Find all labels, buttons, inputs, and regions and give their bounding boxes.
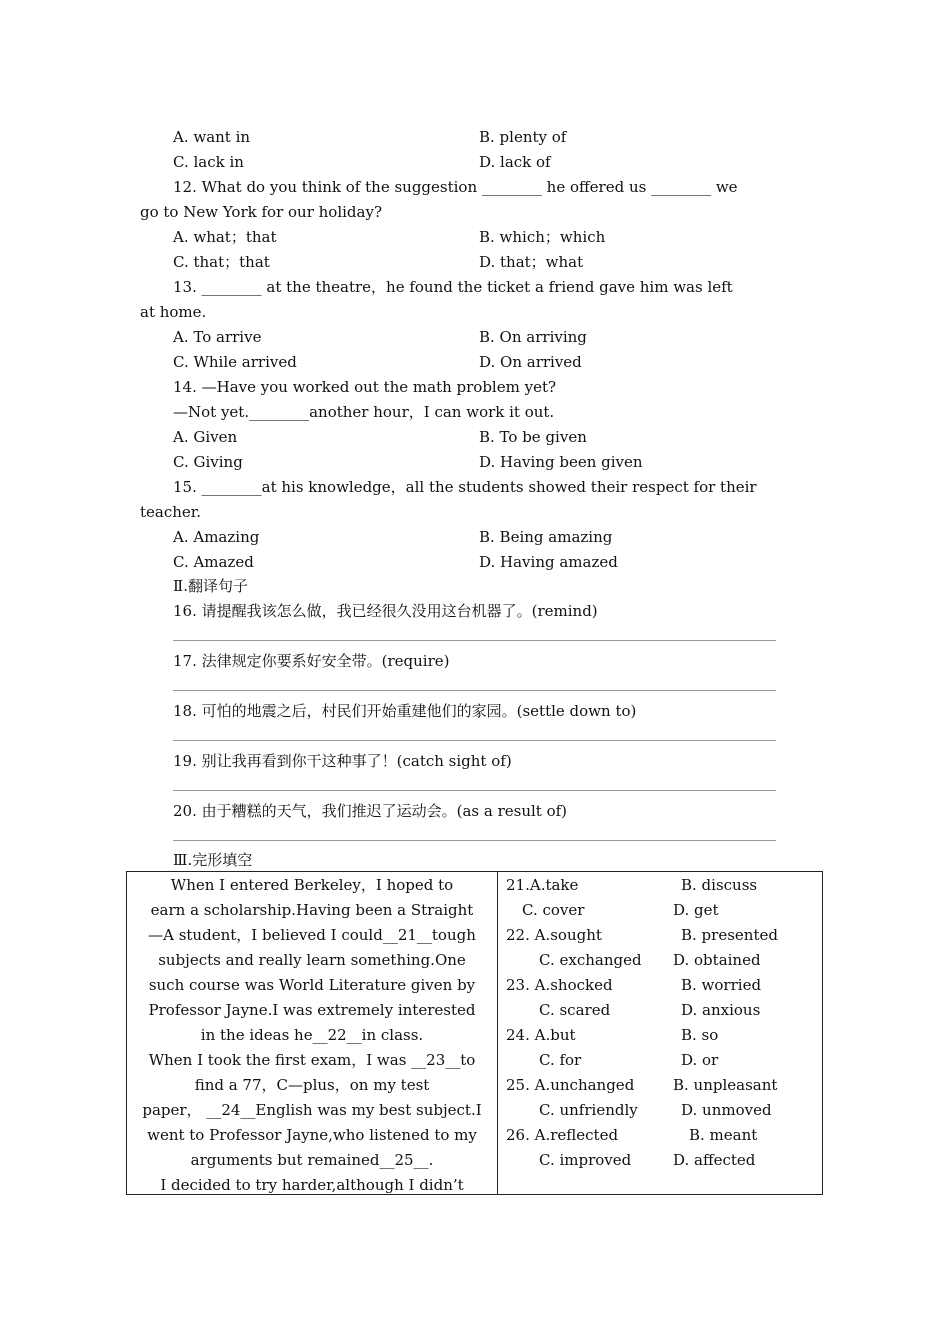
option-15b: B. Being amazing [479,528,613,546]
question-12-text-cont: go to New York for our holiday? [140,203,382,221]
cloze-option-25c: C. unfriendly [539,1101,638,1119]
cloze-option-26d: D. affected [673,1151,756,1169]
option-14b: B. To be given [479,428,587,446]
question-15-text-cont: teacher. [140,503,202,521]
option-14a: A. Given [173,428,238,446]
cloze-option-22d: D. obtained [673,951,761,969]
answer-line-18[interactable] [173,740,776,741]
option-13c: C. While arrived [173,353,297,371]
cloze-option-24d: D. or [681,1051,719,1069]
cloze-option-22a: 22. A.sought [506,926,602,944]
translation-17: 17. 法律规定你要系好安全带。(require) [173,652,450,670]
cloze-option-24b: B. so [681,1026,719,1044]
option-11d: D. lack of [479,153,551,171]
answer-line-16[interactable] [173,640,776,641]
cloze-option-24a: 24. A.but [506,1026,576,1044]
question-14-text: 14. —Have you worked out the math problem yet? [173,378,557,396]
cloze-option-22b: B. presented [681,926,778,944]
question-13-text: 13. ________ at the theatre，he found the ticket a friend gave him was left [173,278,733,296]
answer-line-19[interactable] [173,790,776,791]
option-14d: D. Having been given [479,453,643,471]
cloze-option-25b: B. unpleasant [673,1076,778,1094]
option-13d: D. On arrived [479,353,582,371]
translation-20: 20. 由于糟糕的天气，我们推迟了运动会。(as a result of) [173,802,568,820]
cloze-option-21a: 21.A.take [506,876,579,894]
option-12a: A. what；that [173,228,277,246]
cloze-option-23a: 23. A.shocked [506,976,613,994]
section-3-heading: Ⅲ.完形填空 [173,851,253,869]
translation-18: 18. 可怕的地震之后，村民们开始重建他们的家园。(settle down to) [173,702,637,720]
passage-line: such course was World Literature given by [148,976,476,994]
passage-line: I decided to try harder,although I didn’t [160,1176,464,1194]
section-2-heading: Ⅱ.翻译句子 [173,577,248,595]
question-12-text: 12. What do you think of the suggestion ________ he offered us ________ we [173,178,738,196]
passage-line: went to Professor Jayne,who listened to my [147,1126,477,1144]
question-15-text: 15. ________at his knowledge，all the students showed their respect for their [173,478,757,496]
answer-line-17[interactable] [173,690,776,691]
cloze-option-22c: C. exchanged [539,951,642,969]
option-15c: C. Amazed [173,553,254,571]
cloze-option-23d: D. anxious [681,1001,761,1019]
cloze-option-23c: C. scared [539,1001,611,1019]
option-13b: B. On arriving [479,328,587,346]
passage-line: find a 77，C—plus，on my test [194,1076,430,1094]
option-11c: C. lack in [173,153,244,171]
cloze-option-26a: 26. A.reflected [506,1126,619,1144]
question-14-text-cont: —Not yet.________another hour，I can work it out. [173,403,555,421]
option-12c: C. that；that [173,253,270,271]
passage-line: —A student，I believed I could__21__tough [148,926,476,944]
passage-line: subjects and really learn something.One [158,951,466,969]
cloze-option-25a: 25. A.unchanged [506,1076,635,1094]
cloze-option-21d: D. get [673,901,719,919]
cloze-divider [497,871,498,1195]
cloze-option-26b: B. meant [689,1126,758,1144]
question-13-text-cont: at home. [140,303,207,321]
cloze-option-26c: C. improved [539,1151,632,1169]
cloze-option-21b: B. discuss [681,876,758,894]
option-11b: B. plenty of [479,128,567,146]
passage-line: arguments but remained__25__. [190,1151,434,1169]
option-11a: A. want in [173,128,251,146]
option-15d: D. Having amazed [479,553,618,571]
answer-line-20[interactable] [173,840,776,841]
passage-line: When I entered Berkeley，I hoped to [170,876,454,894]
cloze-option-25d: D. unmoved [681,1101,772,1119]
passage-line: Professor Jayne.I was extremely interested [148,1001,476,1019]
translation-16: 16. 请提醒我该怎么做，我已经很久没用这台机器了。(remind) [173,602,598,620]
translation-19: 19. 别让我再看到你干这种事了！(catch sight of) [173,752,512,770]
option-12d: D. that；what [479,253,584,271]
passage-line: in the ideas he__22__in class. [200,1026,424,1044]
option-12b: B. which；which [479,228,606,246]
cloze-option-24c: C. for [539,1051,582,1069]
option-15a: A. Amazing [173,528,260,546]
passage-line: paper， __24__English was my best subject.I [142,1101,482,1119]
option-14c: C. Giving [173,453,243,471]
passage-line: When I took the first exam，I was __23__to [148,1051,476,1069]
option-13a: A. To arrive [173,328,262,346]
cloze-option-21c: C. cover [522,901,585,919]
cloze-option-23b: B. worried [681,976,762,994]
passage-line: earn a scholarship.Having been a Straight [150,901,474,919]
